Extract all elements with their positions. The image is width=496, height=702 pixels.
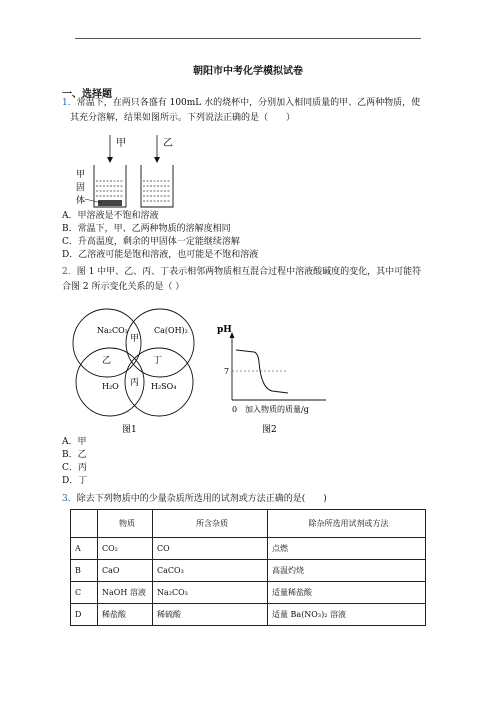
arrow-yi-head bbox=[154, 157, 160, 163]
table-cell: CO bbox=[153, 538, 268, 560]
table-header-cell: 除杂所选用试剂或方法 bbox=[268, 510, 426, 538]
q2-option-c[interactable]: C．丙 bbox=[62, 463, 87, 473]
table-header-cell bbox=[71, 510, 98, 538]
side-label-2: 固 bbox=[76, 183, 86, 193]
label-h2o: H₂O bbox=[102, 382, 119, 391]
y-axis-label: pH bbox=[217, 325, 232, 335]
table-cell: A bbox=[71, 538, 98, 560]
table-cell: 高温灼烧 bbox=[268, 560, 426, 582]
label-h2so4: H₂SO₄ bbox=[151, 382, 177, 391]
section-heading: 一、选择题 bbox=[62, 89, 112, 100]
question-1-text bbox=[62, 96, 442, 126]
solution-right bbox=[143, 181, 171, 201]
question-1-options bbox=[62, 210, 258, 262]
table-header-cell: 所含杂质 bbox=[153, 510, 268, 538]
table-cell: B bbox=[71, 560, 98, 582]
ph-curve bbox=[236, 350, 288, 393]
arrow-jia-head bbox=[107, 157, 113, 163]
table-cell: CaCO₃ bbox=[153, 560, 268, 582]
figure-2-ph-graph bbox=[214, 318, 330, 436]
question-1-number: 1． bbox=[62, 98, 77, 108]
table-row bbox=[71, 604, 426, 626]
table-cell: 适量稀盐酸 bbox=[268, 582, 426, 604]
tick-7: 7 bbox=[224, 367, 230, 376]
table-cell: Na₂CO₃ bbox=[153, 582, 268, 604]
header-rule bbox=[75, 38, 421, 39]
label-jia: 甲 bbox=[130, 334, 140, 344]
origin-label: 0 bbox=[232, 405, 238, 414]
table-row bbox=[71, 560, 426, 582]
x-axis-label: 加入物质的质量/g bbox=[245, 405, 309, 414]
table-header-cell: 物质 bbox=[98, 510, 153, 538]
question-1-figure bbox=[72, 133, 202, 210]
table-cell: 点燃 bbox=[268, 538, 426, 560]
q1-option-b[interactable]: B．常温下，甲、乙两种物质的溶解度相同 bbox=[62, 224, 231, 234]
table-cell: 稀硫酸 bbox=[153, 604, 268, 626]
question-3-line: 除去下列物质中的少量杂质所选用的试剂或方法正确的是( ) bbox=[76, 494, 327, 504]
question-3-number: 3． bbox=[62, 494, 77, 504]
side-label-3: 体 bbox=[76, 196, 86, 206]
question-2-line-2: 合图 2 所示变化关系的是（ ） bbox=[62, 282, 185, 292]
figure-1-venn bbox=[70, 303, 200, 435]
q1-option-d[interactable]: D．乙溶液可能是饱和溶液，也可能是不饱和溶液 bbox=[62, 250, 259, 260]
table-cell: D bbox=[71, 604, 98, 626]
label-yi: 乙 bbox=[102, 356, 112, 366]
table-row bbox=[71, 582, 426, 604]
label-caoh2: Ca(OH)₂ bbox=[154, 326, 188, 335]
table-cell: CaO bbox=[98, 560, 153, 582]
question-2-line-1: 图 1 中甲、乙、丙、丁表示相邻两物质相互混合过程中溶液酸碱度的变化，其中可能符 bbox=[76, 267, 422, 277]
table-cell: CO₂ bbox=[98, 538, 153, 560]
q2-option-b[interactable]: B．乙 bbox=[62, 450, 87, 460]
page-title: 朝阳市中考化学模拟试卷 bbox=[193, 66, 303, 77]
question-2-text bbox=[62, 265, 442, 295]
q2-option-a[interactable]: A．甲 bbox=[62, 437, 87, 447]
question-2-number: 2． bbox=[62, 267, 77, 277]
table-cell: C bbox=[71, 582, 98, 604]
impurity-table bbox=[70, 509, 426, 626]
table-cell: 稀盐酸 bbox=[98, 604, 153, 626]
table-cell: 适量 Ba(NO₃)₂ 溶液 bbox=[268, 604, 426, 626]
q1-option-c[interactable]: C．升高温度，剩余的甲固体一定能继续溶解 bbox=[62, 237, 240, 247]
label-yi: 乙 bbox=[163, 138, 173, 149]
question-1-line-1: 常温下，在两只各盛有 100mL 水的烧杯中，分别加入相同质量的甲、乙两种物质，使 bbox=[76, 98, 421, 108]
table-row bbox=[71, 538, 426, 560]
label-na2co3: Na₂CO₃ bbox=[97, 326, 128, 335]
figure-1-caption: 图1 bbox=[122, 425, 137, 435]
question-2-options bbox=[62, 436, 87, 488]
figure-2-caption: 图2 bbox=[262, 425, 277, 435]
solution-left bbox=[96, 181, 124, 206]
question-3-text bbox=[62, 492, 442, 507]
label-jia: 甲 bbox=[116, 138, 126, 149]
table-cell: NaOH 溶液 bbox=[98, 582, 153, 604]
label-bing: 丙 bbox=[130, 378, 140, 388]
side-label-1: 甲 bbox=[76, 170, 86, 180]
q1-option-a[interactable]: A．甲溶液是不饱和溶液 bbox=[62, 211, 159, 221]
question-1-line-2: 其充分溶解，结果如图所示。下列说法正确的是（ ） bbox=[70, 113, 296, 123]
label-ding: 丁 bbox=[153, 356, 163, 366]
table-header-row bbox=[71, 510, 426, 538]
q2-option-d[interactable]: D．丁 bbox=[62, 476, 88, 486]
